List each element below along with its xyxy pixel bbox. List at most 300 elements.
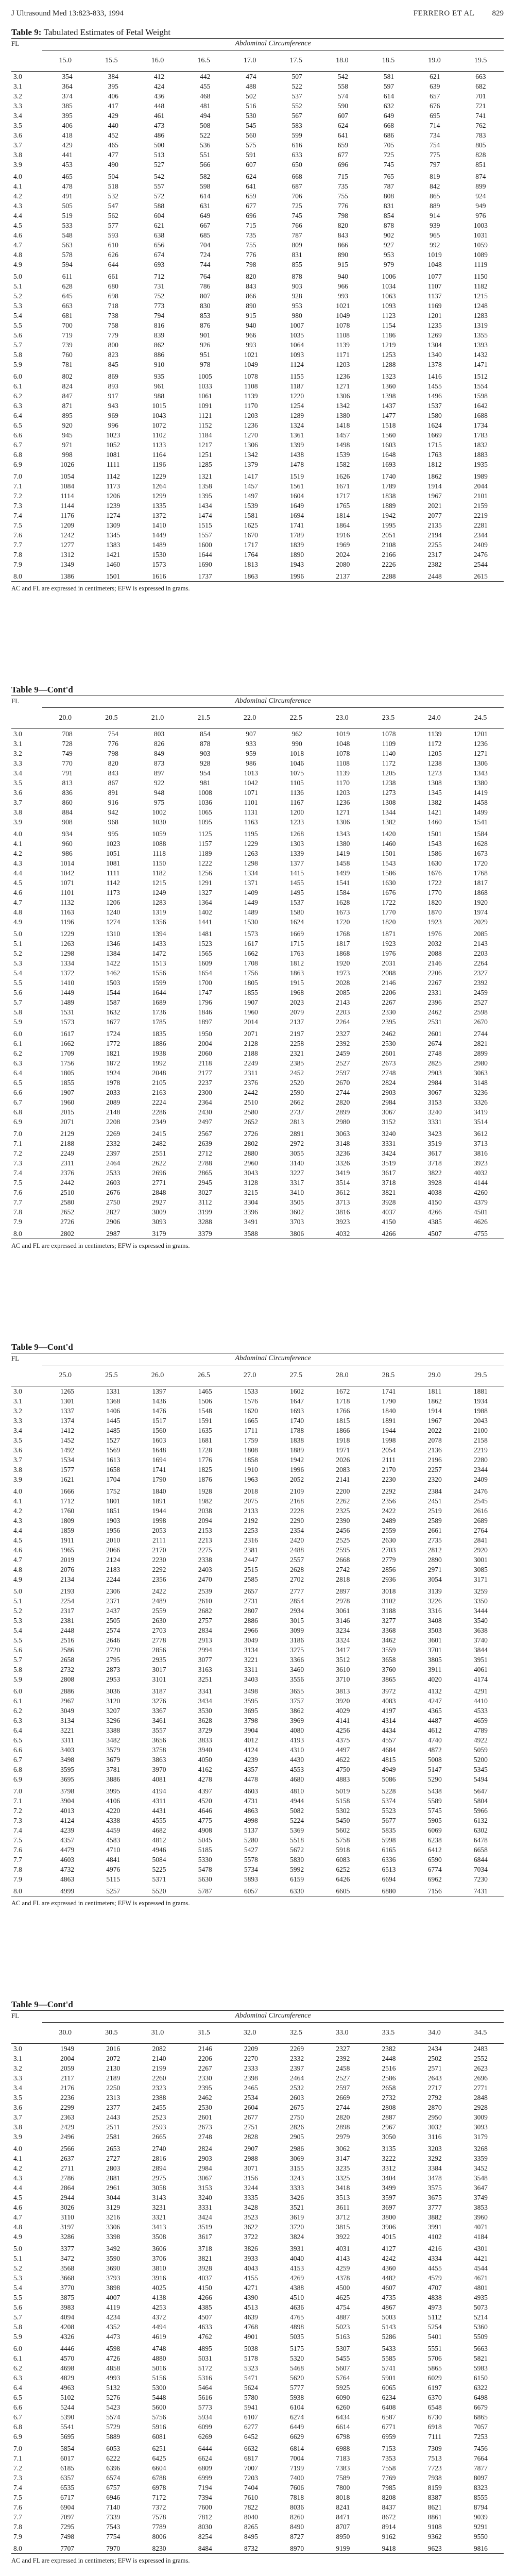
efw-value: 1236 [336,372,350,380]
efw-value: 1676 [427,869,442,877]
efw-value: 3093 [152,1218,166,1226]
efw-value: 7558 [382,2464,396,2472]
efw-value: 5035 [290,2333,304,2341]
efw-value: 2448 [427,572,442,580]
efw-value: 2317 [60,1607,75,1615]
efw-value: 5185 [198,1846,212,1854]
efw-value: 2777 [290,1587,304,1595]
efw-value: 1693 [290,1407,304,1415]
efw-value: 2975 [152,2174,166,2182]
efw-value: 1205 [382,769,396,777]
efw-value: 3199 [198,1208,212,1216]
table-row [11,2432,504,2442]
table-row [11,1097,504,1107]
efw-value: 9162 [382,2533,396,2540]
efw-value: 5143 [382,2323,396,2331]
efw-value: 2330 [198,2074,212,2082]
efw-value: 572 [153,192,165,200]
efw-value: 2088 [427,950,442,957]
efw-value: 1150 [152,859,166,867]
efw-value: 3882 [427,2213,442,2221]
fl-value: 6.9 [13,1775,22,1783]
efw-value: 6185 [60,2464,75,2472]
table-row [11,739,504,749]
table-row [11,440,504,450]
efw-value: 1569 [106,1446,121,1454]
efw-value: 1059 [473,241,488,249]
efw-value: 6844 [473,1856,488,1863]
table-row [11,1725,504,1735]
column-header: 15.5 [105,57,118,64]
efw-value: 1238 [382,779,396,787]
efw-value: 2286 [152,1108,166,1116]
efw-value: 916 [108,799,118,806]
efw-value: 424 [153,82,165,90]
fl-value: 6.8 [13,451,22,459]
efw-value: 4357 [60,1836,75,1844]
efw-value: 4973 [427,2303,442,2311]
efw-value: 3713 [336,1198,350,1206]
efw-value: 4081 [152,1775,166,1783]
efw-value: 2015 [60,1108,75,1116]
efw-value: 2848 [152,1189,166,1196]
efw-value: 4216 [427,2245,442,2252]
efw-value: 2567 [198,1130,212,1138]
efw-value: 2267 [382,998,396,1006]
efw-value: 2525 [336,1536,350,1544]
efw-value: 6165 [382,1846,396,1854]
efw-value: 1200 [290,808,304,816]
efw-value: 1187 [290,382,304,390]
table-row [11,1078,504,1088]
efw-value: 3197 [60,2223,75,2231]
efw-value: 3452 [473,2164,488,2172]
efw-value: 4944 [290,1797,304,1805]
table-row [11,201,504,211]
efw-value: 2585 [244,1575,258,1583]
column-header: 33.5 [382,2029,395,2037]
efw-value: 486 [153,131,165,139]
efw-value: 3821 [198,2255,212,2262]
efw-value: 2816 [152,2155,166,2162]
efw-value: 1537 [290,899,304,906]
efw-value: 5523 [382,1807,396,1815]
table-row [11,1229,504,1239]
efw-value: 708 [62,730,73,738]
abdominal-circumference-label: Abdominal Circumference [235,1354,311,1362]
efw-value: 1995 [382,521,396,529]
efw-value: 3050 [382,2133,396,2141]
efw-value: 4710 [106,1846,121,1854]
efw-value: 494 [200,112,211,120]
column-header: 17.0 [243,57,256,64]
efw-value: 5520 [152,1887,166,1895]
efw-value: 808 [383,192,394,200]
efw-value: 3712 [336,2213,350,2221]
efw-value: 1720 [473,859,488,867]
efw-value: 824 [62,382,73,390]
fl-value: 4.5 [13,222,22,229]
efw-value: 2531 [427,1018,442,1026]
efw-value: 1035 [290,331,304,339]
fl-value: 5.7 [13,341,22,349]
fl-value: 3.9 [13,2133,22,2141]
efw-value: 1813 [244,561,258,568]
efw-value: 2533 [106,1169,121,1177]
efw-value: 6999 [198,2474,212,2482]
efw-value: 3821 [382,1189,396,1196]
efw-value: 6658 [473,1846,488,1854]
efw-value: 8490 [290,2523,304,2531]
efw-value: 3240 [382,1130,396,1138]
column-header: 22.5 [289,714,303,722]
efw-value: 1036 [198,799,212,806]
efw-value: 4922 [473,1736,488,1744]
efw-value: 1858 [244,1456,258,1464]
efw-value: 3933 [244,2255,258,2262]
efw-value: 826 [153,740,165,748]
efw-value: 442 [200,73,211,80]
efw-value: 6880 [382,1887,396,1895]
efw-value: 3067 [382,1108,396,1116]
efw-value: 3134 [60,1717,75,1724]
efw-value: 1139 [427,730,442,738]
efw-value: 2894 [152,2164,166,2172]
efw-value: 4150 [427,1198,442,1206]
table-caption-label: Table 9: [11,27,42,37]
efw-value: 6535 [60,2484,75,2492]
efw-value: 2311 [244,1069,258,1077]
fl-value: 5.6 [13,2303,22,2311]
efw-value: 5073 [473,2303,488,2311]
efw-value: 6604 [152,2464,166,2472]
efw-value: 633 [291,151,302,159]
efw-value: 1042 [244,779,258,787]
efw-value: 816 [153,321,165,329]
efw-value: 4247 [427,1697,442,1705]
column-header: 16.0 [151,57,164,64]
column-header: 22.0 [243,714,256,722]
efw-value: 2497 [198,1118,212,1126]
efw-value: 3498 [60,1756,75,1764]
efw-value: 2581 [106,2133,121,2141]
efw-value: 412 [153,73,165,80]
fl-value: 7.9 [13,2533,22,2540]
efw-value: 477 [108,151,118,159]
efw-value: 738 [108,312,118,319]
efw-value: 7253 [473,2433,488,2441]
efw-value: 1133 [152,441,166,449]
efw-value: 3396 [244,1208,258,1216]
efw-value: 552 [291,102,302,110]
efw-value: 4946 [152,1846,166,1854]
fl-value: 3.5 [13,2094,22,2102]
efw-value: 935 [153,372,165,380]
efw-value: 5663 [473,2345,488,2352]
fl-value: 5.7 [13,2313,22,2321]
efw-value: 1811 [427,1387,442,1395]
efw-value: 3032 [427,2123,442,2131]
efw-value: 3139 [427,1587,442,1595]
efw-value: 2771 [152,1179,166,1187]
efw-value: 2354 [290,1527,304,1534]
efw-value: 754 [108,730,118,738]
efw-value: 2213 [198,1536,212,1544]
efw-value: 2111 [382,1456,396,1464]
efw-value: 2593 [152,2123,166,2131]
table-row [11,897,504,907]
efw-value: 1862 [427,472,442,480]
efw-value: 2979 [336,2133,350,2141]
efw-value: 1928 [198,1487,212,1495]
efw-value: 910 [153,361,165,368]
table-row [11,1496,504,1506]
efw-value: 1434 [198,502,212,510]
efw-value: 3970 [152,1766,166,1773]
efw-value: 3102 [382,1597,396,1605]
efw-value: 2188 [60,1140,75,1147]
fl-value: 6.5 [13,1079,22,1087]
fl-value: 6.8 [13,1108,22,1116]
efw-value: 2059 [60,2064,75,2072]
efw-value: 5777 [290,2384,304,2392]
efw-value: 794 [153,312,165,319]
efw-value: 548 [62,231,73,239]
efw-value: 1717 [244,541,258,549]
fl-value: 4.6 [13,1546,22,1554]
table-row [11,2232,504,2242]
efw-value: 6632 [244,2445,258,2452]
fl-value: 5.4 [13,969,22,977]
efw-value: 1676 [382,889,396,896]
efw-value: 2163 [152,1089,166,1096]
efw-value: 1709 [60,1049,75,1057]
efw-value: 1690 [198,561,212,568]
efw-value: 805 [475,141,486,149]
efw-value: 2071 [244,1030,258,1038]
efw-value: 721 [475,102,486,110]
fl-value: 3.7 [13,1456,22,1464]
table-row [11,1735,504,1745]
efw-value: 1789 [290,531,304,539]
efw-value: 3227 [290,1169,304,1177]
efw-value: 6408 [382,2403,396,2411]
efw-value: 597 [383,82,394,90]
efw-value: 5450 [336,1817,350,1824]
efw-value: 1449 [244,899,258,906]
efw-value: 5290 [427,1775,442,1783]
table-row [11,2202,504,2212]
column-header: 33.0 [336,2029,349,2037]
efw-value: 2881 [106,2174,121,2182]
efw-value: 1960 [60,1098,75,1106]
efw-value: 1397 [152,1387,166,1395]
efw-value: 6330 [290,1887,304,1895]
efw-value: 2465 [244,2084,258,2092]
column-header: 27.5 [289,1371,303,1379]
fl-value: 5.1 [13,1597,22,1605]
efw-value: 4031 [336,2245,350,2252]
efw-value: 3419 [473,1108,488,1116]
efw-value: 4707 [427,2284,442,2292]
efw-value: 5224 [290,1817,304,1824]
efw-value: 948 [153,789,165,796]
efw-value: 9108 [427,2523,442,2531]
efw-value: 2511 [106,2123,121,2131]
efw-value: 5630 [198,1875,212,1883]
efw-value: 1371 [244,879,258,887]
efw-value: 1586 [382,869,396,877]
efw-value: 1497 [244,492,258,500]
efw-value: 2935 [152,1656,166,1664]
efw-value: 5008 [427,1756,442,1764]
efw-value: 505 [62,202,73,210]
efw-value: 3099 [290,1626,304,1634]
efw-value: 6099 [198,2423,212,2431]
efw-value: 3928 [198,2264,212,2272]
column-header: 16.5 [197,57,210,64]
efw-value: 2818 [336,1575,350,1583]
efw-value: 6260 [336,2403,350,2411]
efw-value: 8727 [290,2533,304,2540]
efw-value: 5509 [473,2333,488,2341]
efw-value: 2792 [427,2094,442,2102]
fetal-weight-table [11,27,504,594]
efw-value: 4622 [336,1756,350,1764]
efw-value: 2737 [290,1108,304,1116]
efw-value: 3413 [152,2223,166,2231]
table-row [11,1107,504,1117]
efw-value: 2906 [106,1218,121,1226]
table-row [11,2163,504,2173]
efw-value: 1817 [473,879,488,887]
efw-value: 1215 [152,879,166,887]
efw-value: 2854 [290,1597,304,1605]
efw-value: 1021 [244,351,258,359]
efw-value: 2586 [382,2074,396,2082]
efw-value: 2325 [336,1507,350,1515]
efw-value: 1308 [382,799,396,806]
fl-value: 3.1 [13,740,22,748]
efw-value: 965 [430,231,440,239]
efw-value: 1506 [198,1397,212,1405]
fl-value: 7.0 [13,2445,22,2452]
efw-value: 1809 [60,1517,75,1524]
efw-value: 1527 [106,1436,121,1444]
fl-value: 7.3 [13,502,22,510]
efw-value: 1891 [382,1417,396,1425]
efw-value: 4626 [473,1218,488,1226]
efw-value: 1026 [60,461,75,468]
efw-value: 728 [62,740,73,748]
efw-value: 3276 [152,1697,166,1705]
efw-value: 3321 [152,2213,166,2221]
efw-value: 3135 [382,2145,396,2153]
table-row [11,1786,504,1796]
efw-value: 3720 [290,2223,304,2231]
fl-value: 5.3 [13,302,22,310]
efw-value: 2264 [336,1018,350,1026]
efw-value: 5835 [382,1826,396,1834]
table-row [11,798,504,807]
efw-value: 718 [108,302,118,310]
efw-value: 1624 [427,421,442,429]
fl-value: 3.7 [13,141,22,149]
table-row [11,411,504,420]
efw-value: 1581 [244,512,258,519]
efw-value: 4311 [152,1797,166,1805]
efw-value: 4829 [60,2374,75,2382]
fl-value: 6.8 [13,2423,22,2431]
fl-value: 3.9 [13,818,22,826]
table-row [11,1835,504,1845]
fl-value: 7.4 [13,2484,22,2492]
table-row [11,1665,504,1674]
table-row [11,511,504,520]
efw-value: 1715 [427,441,442,449]
table-caption-label: Table 9—Cont'd [11,1999,73,2009]
efw-value: 787 [291,231,302,239]
efw-value: 4755 [473,1230,488,1238]
efw-value: 1303 [290,840,304,848]
efw-value: 1289 [290,412,304,419]
efw-value: 1306 [336,818,350,826]
efw-value: 1377 [290,859,304,867]
efw-value: 626 [108,251,118,259]
table-row [11,330,504,340]
efw-value: 3398 [106,2233,121,2241]
efw-value: 3331 [382,1140,396,1147]
efw-value: 1264 [152,482,166,490]
efw-value: 4050 [198,1756,212,1764]
fl-value: 3.2 [13,2064,22,2072]
efw-value: 2206 [382,989,396,996]
column-header: 27.0 [243,1371,256,1379]
fl-value: 5.8 [13,351,22,359]
efw-value: 2510 [60,1189,75,1196]
fl-value: 5.2 [13,292,22,300]
efw-value: 657 [430,92,440,100]
efw-value: 907 [246,730,256,738]
efw-value: 1008 [198,789,212,796]
efw-value: 1071 [244,789,258,796]
efw-value: 1189 [198,850,212,857]
efw-value: 1855 [244,989,258,996]
efw-value: 2356 [382,1497,396,1505]
efw-value: 7156 [427,1887,442,1895]
efw-value: 2158 [473,1436,488,1444]
efw-value: 2206 [198,2055,212,2062]
table-row [11,1865,504,1874]
table-row [11,1426,504,1435]
efw-value: 3940 [198,1746,212,1754]
efw-value: 1109 [382,740,396,748]
efw-value: 2988 [244,2155,258,2162]
efw-value: 2827 [106,1208,121,1216]
efw-value: 2128 [244,1040,258,1047]
fl-value: 3.4 [13,2084,22,2092]
efw-value: 8323 [473,2484,488,2492]
efw-value: 4239 [60,1826,75,1834]
efw-value: 1512 [473,372,488,380]
efw-value: 3822 [427,1169,442,1177]
efw-value: 2744 [473,1030,488,1038]
efw-value: 5574 [106,2413,121,2421]
efw-value: 3813 [336,1687,350,1695]
efw-value: 4500 [336,2284,350,2292]
table-row [11,1039,504,1048]
efw-value: 8794 [473,2503,488,2511]
